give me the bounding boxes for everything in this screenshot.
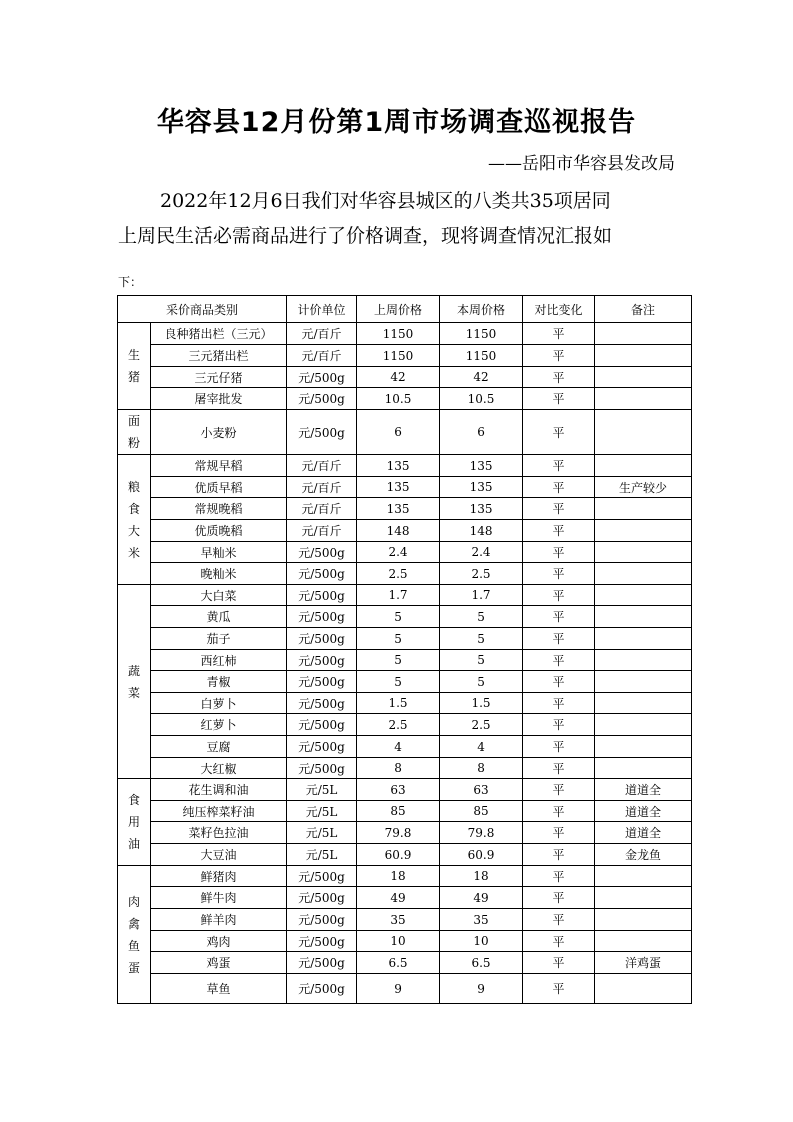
item-name-cell: 茄子 (151, 628, 287, 650)
change-cell: 平 (523, 693, 595, 714)
last-week-price-cell: 49 (357, 887, 440, 909)
page-title: 华容县12月份第1周市场调查巡视报告 (156, 107, 637, 138)
table-row (118, 974, 692, 1004)
unit-cell: 元/5L (287, 822, 357, 844)
last-week-price-cell: 148 (357, 520, 440, 542)
unit-cell: 元/500g (287, 909, 357, 931)
last-week-price-cell: 2.4 (357, 542, 440, 563)
table-row (118, 909, 692, 931)
this-week-price-cell: 5 (440, 671, 523, 693)
last-week-price-cell: 10 (357, 931, 440, 952)
this-week-price-cell: 6.5 (440, 952, 523, 974)
unit-cell: 元/百斤 (287, 498, 357, 520)
category-cell (118, 779, 151, 866)
unit-cell: 元/500g (287, 563, 357, 585)
change-cell: 平 (523, 801, 595, 822)
change-cell: 平 (523, 410, 595, 455)
table-row (118, 477, 692, 498)
unit-cell: 元/500g (287, 714, 357, 736)
change-cell: 平 (523, 520, 595, 542)
last-week-price-cell: 2.5 (357, 563, 440, 585)
change-cell: 平 (523, 628, 595, 650)
header-note: 备注 (595, 296, 692, 323)
unit-cell: 元/百斤 (287, 477, 357, 498)
note-cell: 洋鸡蛋 (595, 952, 692, 974)
item-name-cell: 纯压榨菜籽油 (151, 801, 287, 822)
intro-paragraph-line-3: 下： (118, 275, 143, 289)
this-week-price-cell: 18 (440, 866, 523, 887)
table-body (118, 323, 692, 1004)
item-name-cell: 晚籼米 (151, 563, 287, 585)
this-week-price-cell: 1150 (440, 345, 523, 367)
last-week-price-cell: 63 (357, 779, 440, 801)
change-cell: 平 (523, 563, 595, 585)
item-name-cell: 鸡蛋 (151, 952, 287, 974)
table-row (118, 367, 692, 388)
item-name-cell: 常规早稻 (151, 455, 287, 477)
item-name-cell: 屠宰批发 (151, 388, 287, 410)
note-cell (595, 628, 692, 650)
note-cell (595, 520, 692, 542)
this-week-price-cell: 5 (440, 606, 523, 628)
table-row (118, 714, 692, 736)
this-week-price-cell: 1150 (440, 323, 523, 345)
table-row (118, 628, 692, 650)
item-name-cell: 红萝卜 (151, 714, 287, 736)
change-cell: 平 (523, 671, 595, 693)
table-row (118, 887, 692, 909)
this-week-price-cell: 135 (440, 455, 523, 477)
change-cell: 平 (523, 455, 595, 477)
unit-cell: 元/500g (287, 887, 357, 909)
last-week-price-cell: 35 (357, 909, 440, 931)
this-week-price-cell: 6 (440, 410, 523, 455)
item-name-cell: 花生调和油 (151, 779, 287, 801)
item-name-cell: 鲜猪肉 (151, 866, 287, 887)
note-cell (595, 388, 692, 410)
this-week-price-cell: 10 (440, 931, 523, 952)
last-week-price-cell: 10.5 (357, 388, 440, 410)
note-cell: 金龙鱼 (595, 844, 692, 866)
table-row (118, 931, 692, 952)
table-row (118, 498, 692, 520)
note-cell (595, 714, 692, 736)
table-row (118, 736, 692, 758)
change-cell: 平 (523, 606, 595, 628)
unit-cell: 元/500g (287, 628, 357, 650)
last-week-price-cell: 5 (357, 628, 440, 650)
item-name-cell: 三元仔猪 (151, 367, 287, 388)
unit-cell: 元/百斤 (287, 345, 357, 367)
change-cell: 平 (523, 650, 595, 671)
table-row (118, 345, 692, 367)
last-week-price-cell: 135 (357, 498, 440, 520)
note-cell: 道道全 (595, 801, 692, 822)
unit-cell: 元/500g (287, 542, 357, 563)
this-week-price-cell: 2.5 (440, 563, 523, 585)
last-week-price-cell: 135 (357, 477, 440, 498)
category-cell (118, 455, 151, 585)
note-cell (595, 455, 692, 477)
table-row (118, 520, 692, 542)
category-label: 面 粉 (127, 414, 140, 450)
last-week-price-cell: 6.5 (357, 952, 440, 974)
unit-cell: 元/500g (287, 367, 357, 388)
this-week-price-cell: 148 (440, 520, 523, 542)
this-week-price-cell: 135 (440, 498, 523, 520)
unit-cell: 元/500g (287, 952, 357, 974)
table-row (118, 801, 692, 822)
this-week-price-cell: 85 (440, 801, 523, 822)
unit-cell: 元/百斤 (287, 520, 357, 542)
last-week-price-cell: 1.7 (357, 585, 440, 606)
table-row (118, 693, 692, 714)
note-cell (595, 887, 692, 909)
table-row (118, 952, 692, 974)
item-name-cell: 黄瓜 (151, 606, 287, 628)
unit-cell: 元/500g (287, 931, 357, 952)
table-row (118, 758, 692, 779)
price-table (117, 295, 692, 1004)
item-name-cell: 常规晚稻 (151, 498, 287, 520)
change-cell: 平 (523, 844, 595, 866)
change-cell: 平 (523, 931, 595, 952)
change-cell: 平 (523, 345, 595, 367)
note-cell (595, 650, 692, 671)
table-row (118, 671, 692, 693)
last-week-price-cell: 42 (357, 367, 440, 388)
table-row (118, 563, 692, 585)
item-name-cell: 三元猪出栏 (151, 345, 287, 367)
table-row (118, 455, 692, 477)
table-row (118, 410, 692, 455)
item-name-cell: 鲜牛肉 (151, 887, 287, 909)
intro-paragraph-line-1: 2022年12月6日我们对华容县城区的八类共35项居同 (160, 190, 611, 212)
item-name-cell: 豆腐 (151, 736, 287, 758)
note-cell (595, 758, 692, 779)
note-cell (595, 909, 692, 931)
last-week-price-cell: 6 (357, 410, 440, 455)
note-cell (595, 606, 692, 628)
this-week-price-cell: 9 (440, 974, 523, 1004)
this-week-price-cell: 42 (440, 367, 523, 388)
this-week-price-cell: 8 (440, 758, 523, 779)
this-week-price-cell: 60.9 (440, 844, 523, 866)
unit-cell: 元/500g (287, 410, 357, 455)
table-row (118, 844, 692, 866)
item-name-cell: 青椒 (151, 671, 287, 693)
change-cell: 平 (523, 866, 595, 887)
last-week-price-cell: 5 (357, 671, 440, 693)
change-cell: 平 (523, 887, 595, 909)
table-row (118, 866, 692, 887)
unit-cell: 元/500g (287, 388, 357, 410)
category-label: 食 用 油 (127, 793, 140, 851)
this-week-price-cell: 2.5 (440, 714, 523, 736)
this-week-price-cell: 1.7 (440, 585, 523, 606)
this-week-price-cell: 49 (440, 887, 523, 909)
note-cell (595, 585, 692, 606)
this-week-price-cell: 2.4 (440, 542, 523, 563)
item-name-cell: 大红椒 (151, 758, 287, 779)
unit-cell: 元/500g (287, 693, 357, 714)
table-row (118, 650, 692, 671)
unit-cell: 元/5L (287, 801, 357, 822)
category-cell (118, 866, 151, 1004)
item-name-cell: 草鱼 (151, 974, 287, 1004)
last-week-price-cell: 79.8 (357, 822, 440, 844)
item-name-cell: 大豆油 (151, 844, 287, 866)
last-week-price-cell: 85 (357, 801, 440, 822)
table-row (118, 388, 692, 410)
category-label: 肉 禽 鱼 蛋 (127, 894, 140, 975)
item-name-cell: 菜籽色拉油 (151, 822, 287, 844)
unit-cell: 元/百斤 (287, 455, 357, 477)
this-week-price-cell: 79.8 (440, 822, 523, 844)
note-cell (595, 693, 692, 714)
last-week-price-cell: 18 (357, 866, 440, 887)
category-label: 蔬 菜 (127, 663, 140, 700)
last-week-price-cell: 1150 (357, 323, 440, 345)
item-name-cell: 大白菜 (151, 585, 287, 606)
last-week-price-cell: 5 (357, 650, 440, 671)
change-cell: 平 (523, 779, 595, 801)
change-cell: 平 (523, 542, 595, 563)
unit-cell: 元/500g (287, 758, 357, 779)
author-line: ——岳阳市华容县发改局 (488, 154, 675, 174)
last-week-price-cell: 1150 (357, 345, 440, 367)
last-week-price-cell: 8 (357, 758, 440, 779)
note-cell (595, 323, 692, 345)
last-week-price-cell: 135 (357, 455, 440, 477)
note-cell (595, 498, 692, 520)
table-row (118, 606, 692, 628)
table-row (118, 822, 692, 844)
change-cell: 平 (523, 952, 595, 974)
change-cell: 平 (523, 909, 595, 931)
unit-cell: 元/500g (287, 606, 357, 628)
this-week-price-cell: 35 (440, 909, 523, 931)
item-name-cell: 西红柿 (151, 650, 287, 671)
this-week-price-cell: 63 (440, 779, 523, 801)
unit-cell: 元/5L (287, 779, 357, 801)
unit-cell: 元/500g (287, 671, 357, 693)
last-week-price-cell: 5 (357, 606, 440, 628)
unit-cell: 元/500g (287, 650, 357, 671)
this-week-price-cell: 1.5 (440, 693, 523, 714)
unit-cell: 元/500g (287, 866, 357, 887)
last-week-price-cell: 1.5 (357, 693, 440, 714)
unit-cell: 元/500g (287, 585, 357, 606)
last-week-price-cell: 2.5 (357, 714, 440, 736)
item-name-cell: 鸡肉 (151, 931, 287, 952)
category-label: 粮 食 大 米 (127, 479, 140, 560)
change-cell: 平 (523, 758, 595, 779)
category-cell (118, 585, 151, 779)
header-category: 采价商品类别 (118, 296, 287, 323)
note-cell (595, 542, 692, 563)
note-cell (595, 736, 692, 758)
note-cell: 道道全 (595, 779, 692, 801)
category-cell (118, 323, 151, 410)
category-cell (118, 410, 151, 455)
note-cell (595, 367, 692, 388)
change-cell: 平 (523, 714, 595, 736)
note-cell (595, 345, 692, 367)
note-cell (595, 671, 692, 693)
last-week-price-cell: 9 (357, 974, 440, 1004)
item-name-cell: 优质早稻 (151, 477, 287, 498)
this-week-price-cell: 10.5 (440, 388, 523, 410)
note-cell (595, 974, 692, 1004)
this-week-price-cell: 4 (440, 736, 523, 758)
item-name-cell: 小麦粉 (151, 410, 287, 455)
change-cell: 平 (523, 736, 595, 758)
header-unit: 计价单位 (287, 296, 357, 323)
item-name-cell: 白萝卜 (151, 693, 287, 714)
item-name-cell: 鲜羊肉 (151, 909, 287, 931)
table-row (118, 585, 692, 606)
header-this-week: 本周价格 (440, 296, 523, 323)
this-week-price-cell: 5 (440, 628, 523, 650)
change-cell: 平 (523, 822, 595, 844)
change-cell: 平 (523, 974, 595, 1004)
change-cell: 平 (523, 477, 595, 498)
item-name-cell: 优质晚稻 (151, 520, 287, 542)
last-week-price-cell: 4 (357, 736, 440, 758)
category-label: 生 猪 (127, 348, 140, 384)
this-week-price-cell: 5 (440, 650, 523, 671)
change-cell: 平 (523, 585, 595, 606)
note-cell: 生产较少 (595, 477, 692, 498)
change-cell: 平 (523, 388, 595, 410)
table-row (118, 323, 692, 345)
unit-cell: 元/百斤 (287, 323, 357, 345)
header-last-week: 上周价格 (357, 296, 440, 323)
last-week-price-cell: 60.9 (357, 844, 440, 866)
note-cell: 道道全 (595, 822, 692, 844)
unit-cell: 元/500g (287, 974, 357, 1004)
note-cell (595, 931, 692, 952)
unit-cell: 元/5L (287, 844, 357, 866)
table-row (118, 542, 692, 563)
note-cell (595, 410, 692, 455)
change-cell: 平 (523, 367, 595, 388)
note-cell (595, 563, 692, 585)
note-cell (595, 866, 692, 887)
change-cell: 平 (523, 498, 595, 520)
header-change: 对比变化 (523, 296, 595, 323)
change-cell: 平 (523, 323, 595, 345)
intro-paragraph-line-2: 上周民生活必需商品进行了价格调查，现将调查情况汇报如 (118, 225, 613, 247)
table-header-row (118, 296, 692, 323)
unit-cell: 元/500g (287, 736, 357, 758)
item-name-cell: 良种猪出栏（三元） (151, 323, 287, 345)
this-week-price-cell: 135 (440, 477, 523, 498)
table-row (118, 779, 692, 801)
item-name-cell: 早籼米 (151, 542, 287, 563)
